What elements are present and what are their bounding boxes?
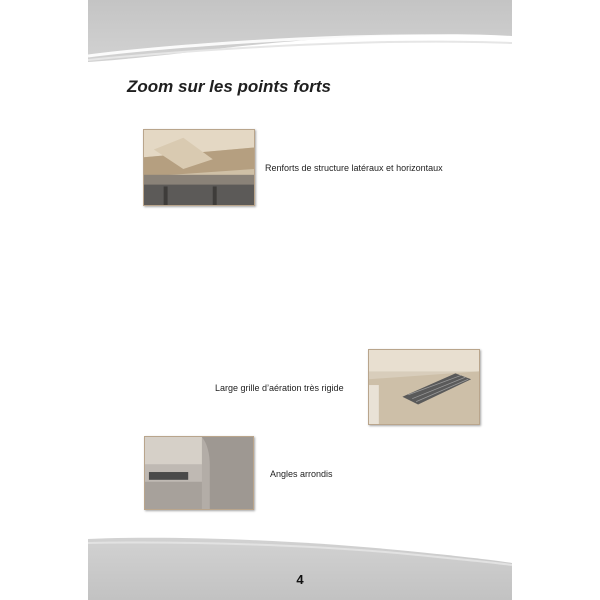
document-page <box>88 0 512 600</box>
header-band <box>88 0 512 70</box>
header-swoosh-graphic <box>88 0 512 70</box>
footer-band <box>88 525 512 600</box>
caption-ventilation-grille: Large grille d’aération très rigide <box>215 383 344 393</box>
structure-reinforcement-photo <box>143 129 255 206</box>
page-number: 4 <box>296 572 304 587</box>
caption-rounded-corners: Angles arrondis <box>270 469 333 479</box>
caption-structure-reinforcement: Renforts de structure latéraux et horizontaux <box>265 163 443 173</box>
footer-swoosh-graphic <box>88 525 512 600</box>
page-title: Zoom sur les points forts <box>127 77 332 96</box>
ventilation-grille-photo <box>368 349 480 425</box>
rounded-corners-photo <box>144 436 254 510</box>
